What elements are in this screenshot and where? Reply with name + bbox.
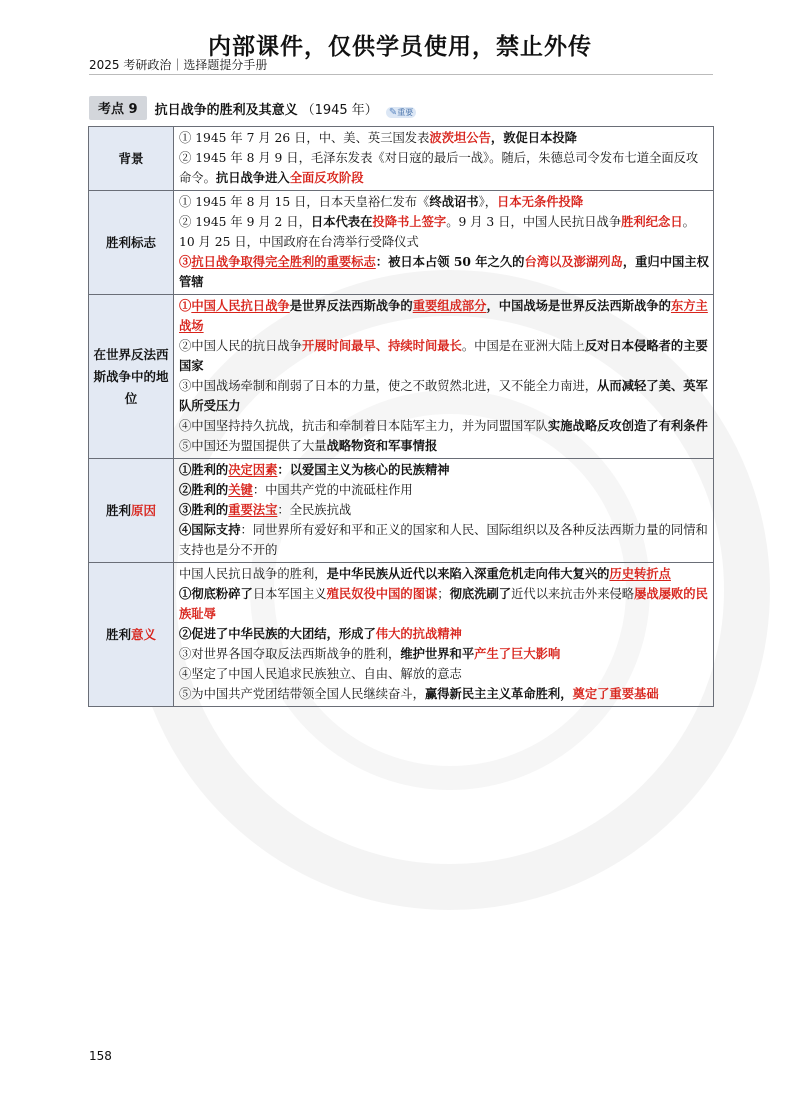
list-item xyxy=(179,624,709,644)
table-row-background xyxy=(89,127,714,191)
text: ①胜利的 xyxy=(179,462,229,477)
text: ，敦促日本投降 xyxy=(490,130,577,145)
table-row-victory-signs xyxy=(89,191,714,295)
highlight: 台湾以及澎湖列岛 xyxy=(524,254,623,269)
highlight: 奠定了重要基础 xyxy=(572,686,659,701)
text: ，重归中国主权管辖 xyxy=(179,254,709,289)
row-label xyxy=(89,459,174,563)
text: 战略物资和军事情报 xyxy=(326,438,438,453)
highlight: 历史转折点 xyxy=(609,566,671,581)
row-label: 背景 xyxy=(89,127,174,191)
row-label-text: 胜利 xyxy=(105,626,131,642)
row-content xyxy=(174,563,714,707)
text: ② 1945 年 9 月 2 日， xyxy=(179,215,311,229)
table-row-world-status xyxy=(89,295,714,459)
text: ③中国战场牵制和削弱了日本的力量，使之不敢贸然北进，又不能全力南进， xyxy=(179,379,598,393)
text: ； xyxy=(437,587,450,601)
row-content xyxy=(174,191,714,295)
list-item xyxy=(179,416,709,436)
text: 终战诏书 xyxy=(429,194,479,209)
text: ⑤为中国共产党团结带领全国人民继续奋斗， xyxy=(179,687,425,701)
text: ② 1945 年 8 月 9 日，毛泽东发表《对日寇的最后一战》。随后，朱德总司令发布七道全面反攻命令。 xyxy=(179,151,699,185)
text: ②促进了中华民族的大团结，形成了 xyxy=(179,626,376,641)
list-item xyxy=(179,212,709,252)
text: 。中国是在亚洲大陆上 xyxy=(461,339,585,353)
text: ① 1945 年 7 月 26 日，中、美、英三国发表 xyxy=(179,131,430,145)
list-item xyxy=(179,128,709,148)
table-row-significance xyxy=(89,563,714,707)
list-item xyxy=(179,584,709,624)
text: ⑤中国还为盟国提供了大量 xyxy=(179,439,327,453)
text: 日本军国主义 xyxy=(252,587,327,601)
page-number: 158 xyxy=(89,1049,112,1063)
highlight: 关键 xyxy=(228,482,253,497)
row-label-highlight: 意义 xyxy=(131,626,157,642)
list-item xyxy=(179,252,709,292)
row-label: 在世界反法西斯战争中的地位 xyxy=(89,295,174,459)
highlight: 日本无条件投降 xyxy=(497,194,584,209)
content-table xyxy=(88,126,714,707)
highlight: 屡战屡败的民族耻辱 xyxy=(179,586,708,621)
row-label xyxy=(89,563,174,707)
row-label-text: 胜利 xyxy=(105,502,131,518)
highlight: 重要组成部分 xyxy=(412,298,487,313)
row-content xyxy=(174,459,714,563)
text: 从而减轻了美、英军队所受压力 xyxy=(179,378,708,413)
important-tag-label: 重要 xyxy=(397,107,414,117)
header-divider xyxy=(89,74,713,75)
text: 中国人民抗日战争的胜利， xyxy=(179,567,327,581)
text: 彻底洗刷了 xyxy=(449,586,512,601)
text: ① xyxy=(179,586,192,601)
list-item xyxy=(179,336,709,376)
text: 反对日本侵略者的主要国家 xyxy=(179,338,708,373)
highlight: 重要法宝 xyxy=(228,502,278,517)
highlight: 全面反攻阶段 xyxy=(289,170,364,185)
text: 彻底粉碎了 xyxy=(191,586,253,601)
text: ：中国共产党的中流砥柱作用 xyxy=(252,483,413,497)
list-item xyxy=(179,644,709,664)
list-item xyxy=(179,192,709,212)
text: 。10 月 25 日，中国政府在台湾举行受降仪式 xyxy=(179,215,695,249)
text: 实施战略反攻创造了有利条件 xyxy=(547,418,708,433)
section-year: （1945 年） xyxy=(301,102,378,118)
highlight: 开展时间最早、持续时间最长 xyxy=(301,338,462,353)
text: 》， xyxy=(478,195,498,209)
list-item xyxy=(179,564,709,584)
text: ④中国坚持持久抗战，抗击和牵制着日本陆军主力，并为同盟国军队 xyxy=(179,419,548,433)
list-item xyxy=(179,376,709,416)
text: ：同世界所有爱好和平和正义的国家和人民、国际组织以及各种反法西斯力量的同情和支持也是分不开的 xyxy=(179,523,708,557)
row-content xyxy=(174,295,714,459)
highlight: 伟大的抗战精神 xyxy=(375,626,462,641)
list-item xyxy=(179,460,709,480)
list-item xyxy=(179,520,709,560)
text: ③对世界各国夺取反法西斯战争的胜利， xyxy=(179,647,401,661)
section-title-text: 抗日战争的胜利及其意义 xyxy=(154,102,298,118)
highlight: 胜利纪念日 xyxy=(621,214,683,229)
list-item xyxy=(179,500,709,520)
text: ④坚定了中国人民追求民族独立、自由、解放的意志 xyxy=(179,667,462,681)
text: 。9 月 3 日，中国人民抗日战争 xyxy=(446,215,622,229)
highlight: 决定因素 xyxy=(228,462,278,477)
text: ③ xyxy=(179,254,192,269)
text: ②胜利的 xyxy=(179,482,229,497)
text: ②中国人民的抗日战争 xyxy=(179,339,302,353)
highlight: 波茨坦公告 xyxy=(429,130,491,145)
list-item xyxy=(179,148,709,188)
text: 是中华民族从近代以来陷入深重危机走向伟大复兴的 xyxy=(326,566,610,581)
pin-icon: ✎ xyxy=(388,106,398,118)
row-label: 胜利标志 xyxy=(89,191,174,295)
list-item xyxy=(179,436,709,456)
knowledge-point-badge: 考点 9 xyxy=(89,96,147,120)
text: ：被日本占领 50 年之久的 xyxy=(375,254,525,269)
confidential-banner: 内部课件，仅供学员使用，禁止外传 xyxy=(208,34,592,60)
text: ① 1945 年 8 月 15 日，日本天皇裕仁发布《 xyxy=(179,195,430,209)
text: ：以爱国主义为核心的民族精神 xyxy=(277,462,450,477)
book-subtitle: 2025 考研政治｜选择题提分手册 xyxy=(89,58,268,72)
text: ，中国战场是世界反法西斯战争的 xyxy=(486,298,671,313)
highlight: 投降书上签字 xyxy=(372,214,447,229)
highlight: 东方主战场 xyxy=(179,298,708,333)
text: 抗日战争进入 xyxy=(215,170,290,185)
row-content xyxy=(174,127,714,191)
text: 是世界反法西斯战争的 xyxy=(289,298,413,313)
text: 日本代表在 xyxy=(310,214,373,229)
text: ③胜利的 xyxy=(179,502,229,517)
text: 赢得新民主主义革命胜利， xyxy=(424,686,573,701)
section-title xyxy=(89,96,416,120)
list-item xyxy=(179,480,709,500)
text: 近代以来抗击外来侵略 xyxy=(511,587,635,601)
text: 维护世界和平 xyxy=(400,646,475,661)
list-item xyxy=(179,664,709,684)
highlight: 产生了巨大影响 xyxy=(474,646,561,661)
row-label-highlight: 原因 xyxy=(131,502,157,518)
table-row-victory-causes xyxy=(89,459,714,563)
important-tag xyxy=(386,107,416,118)
text: ④国际支持 xyxy=(179,522,241,537)
list-item xyxy=(179,296,709,336)
text: ① xyxy=(179,298,192,313)
list-item xyxy=(179,684,709,704)
highlight: 殖民奴役中国的图谋 xyxy=(326,586,438,601)
highlight: 抗日战争取得完全胜利的重要标志 xyxy=(191,254,376,269)
text: ：全民族抗战 xyxy=(277,503,352,517)
highlight: 中国人民抗日战争 xyxy=(191,298,290,313)
